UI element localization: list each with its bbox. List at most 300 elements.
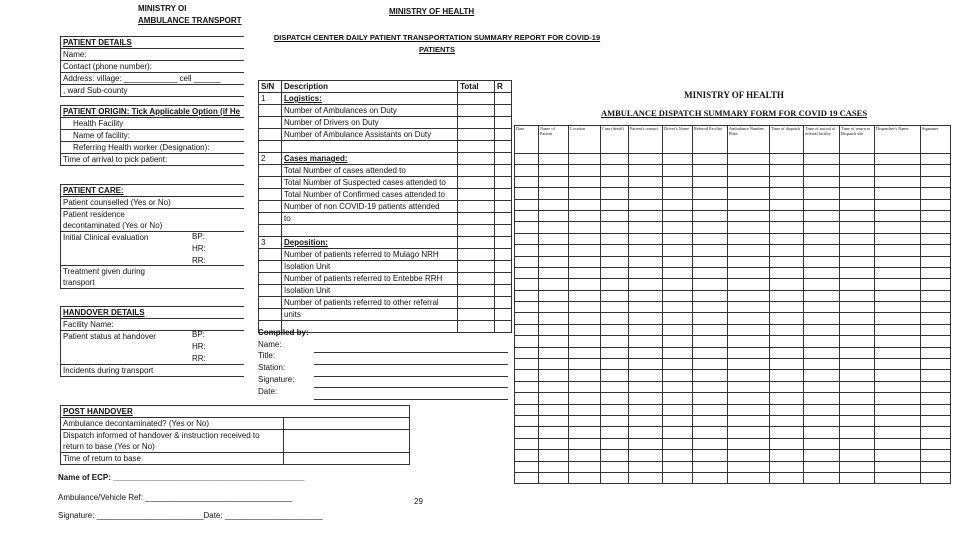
grid-cell[interactable] (875, 336, 921, 347)
grid-cell[interactable] (515, 210, 539, 221)
grid-cell[interactable] (515, 427, 539, 438)
grid-cell[interactable] (663, 256, 693, 267)
grid-cell[interactable] (569, 245, 601, 256)
grid-cell[interactable] (728, 381, 770, 392)
grid-cell[interactable] (601, 222, 629, 233)
grid-cell[interactable] (875, 461, 921, 472)
grid-cell[interactable] (840, 359, 875, 370)
grid-cell[interactable] (840, 347, 875, 358)
grid-cell[interactable] (629, 199, 663, 210)
grid-cell[interactable] (875, 245, 921, 256)
grid-cell[interactable] (921, 450, 951, 461)
grid-cell[interactable] (569, 370, 601, 381)
grid-cell[interactable] (539, 199, 569, 210)
grid-cell[interactable] (693, 233, 728, 244)
grid-cell[interactable] (693, 176, 728, 187)
grid-cell[interactable] (601, 154, 629, 165)
grid-cell[interactable] (728, 438, 770, 449)
grid-cell[interactable] (921, 290, 951, 301)
grid-cell[interactable] (601, 461, 629, 472)
grid-cell[interactable] (693, 313, 728, 324)
grid-cell[interactable] (804, 472, 840, 483)
grid-cell[interactable] (663, 233, 693, 244)
grid-cell[interactable] (569, 267, 601, 278)
grid-cell[interactable] (770, 313, 804, 324)
grid-cell[interactable] (601, 188, 629, 199)
grid-cell[interactable] (629, 381, 663, 392)
grid-cell[interactable] (770, 233, 804, 244)
grid-cell[interactable] (663, 427, 693, 438)
grid-cell[interactable] (569, 188, 601, 199)
grid-cell[interactable] (840, 370, 875, 381)
grid-cell[interactable] (693, 290, 728, 301)
grid-cell[interactable] (515, 245, 539, 256)
grid-cell[interactable] (770, 381, 804, 392)
grid-cell[interactable] (539, 347, 569, 358)
grid-cell[interactable] (804, 222, 840, 233)
grid-cell[interactable] (804, 210, 840, 221)
grid-cell[interactable] (515, 176, 539, 187)
grid-cell[interactable] (840, 188, 875, 199)
grid-cell[interactable] (693, 359, 728, 370)
grid-cell[interactable] (921, 210, 951, 221)
grid-cell[interactable] (728, 165, 770, 176)
grid-cell[interactable] (728, 347, 770, 358)
grid-cell[interactable] (693, 461, 728, 472)
grid-cell[interactable] (804, 347, 840, 358)
grid-cell[interactable] (629, 165, 663, 176)
grid-cell[interactable] (515, 393, 539, 404)
grid-cell[interactable] (804, 404, 840, 415)
grid-cell[interactable] (663, 279, 693, 290)
grid-cell[interactable] (804, 359, 840, 370)
grid-cell[interactable] (629, 461, 663, 472)
grid-cell[interactable] (840, 472, 875, 483)
grid-cell[interactable] (804, 302, 840, 313)
grid-cell[interactable] (569, 302, 601, 313)
grid-cell[interactable] (875, 393, 921, 404)
grid-cell[interactable] (770, 427, 804, 438)
grid-cell[interactable] (921, 302, 951, 313)
grid-cell[interactable] (601, 176, 629, 187)
grid-cell[interactable] (515, 279, 539, 290)
grid-cell[interactable] (840, 324, 875, 335)
grid-cell[interactable] (539, 233, 569, 244)
grid-cell[interactable] (515, 415, 539, 426)
grid-cell[interactable] (921, 165, 951, 176)
grid-cell[interactable] (921, 199, 951, 210)
grid-cell[interactable] (539, 336, 569, 347)
grid-cell[interactable] (875, 324, 921, 335)
grid-cell[interactable] (770, 188, 804, 199)
grid-cell[interactable] (770, 199, 804, 210)
grid-cell[interactable] (539, 461, 569, 472)
grid-cell[interactable] (728, 359, 770, 370)
grid-cell[interactable] (921, 370, 951, 381)
grid-cell[interactable] (728, 233, 770, 244)
grid-cell[interactable] (569, 290, 601, 301)
grid-cell[interactable] (770, 245, 804, 256)
grid-cell[interactable] (840, 302, 875, 313)
grid-cell[interactable] (693, 279, 728, 290)
grid-cell[interactable] (921, 427, 951, 438)
grid-cell[interactable] (875, 415, 921, 426)
grid-cell[interactable] (629, 336, 663, 347)
grid-cell[interactable] (629, 245, 663, 256)
grid-cell[interactable] (840, 313, 875, 324)
grid-cell[interactable] (875, 427, 921, 438)
grid-cell[interactable] (804, 427, 840, 438)
grid-cell[interactable] (921, 154, 951, 165)
grid-cell[interactable] (770, 279, 804, 290)
grid-cell[interactable] (515, 461, 539, 472)
grid-cell[interactable] (875, 404, 921, 415)
grid-cell[interactable] (539, 256, 569, 267)
grid-cell[interactable] (875, 313, 921, 324)
grid-cell[interactable] (629, 313, 663, 324)
grid-cell[interactable] (663, 324, 693, 335)
grid-cell[interactable] (693, 245, 728, 256)
grid-cell[interactable] (539, 415, 569, 426)
grid-cell[interactable] (921, 415, 951, 426)
grid-cell[interactable] (663, 290, 693, 301)
grid-cell[interactable] (804, 415, 840, 426)
grid-cell[interactable] (663, 176, 693, 187)
grid-cell[interactable] (875, 290, 921, 301)
grid-cell[interactable] (629, 233, 663, 244)
grid-cell[interactable] (804, 154, 840, 165)
grid-cell[interactable] (663, 461, 693, 472)
grid-cell[interactable] (693, 267, 728, 278)
grid-cell[interactable] (539, 290, 569, 301)
grid-cell[interactable] (804, 245, 840, 256)
grid-cell[interactable] (629, 393, 663, 404)
grid-cell[interactable] (804, 165, 840, 176)
grid-cell[interactable] (921, 256, 951, 267)
grid-cell[interactable] (601, 347, 629, 358)
grid-cell[interactable] (569, 427, 601, 438)
grid-cell[interactable] (804, 393, 840, 404)
grid-cell[interactable] (770, 290, 804, 301)
grid-cell[interactable] (539, 359, 569, 370)
grid-cell[interactable] (569, 404, 601, 415)
grid-cell[interactable] (840, 404, 875, 415)
grid-cell[interactable] (569, 256, 601, 267)
grid-cell[interactable] (921, 381, 951, 392)
grid-cell[interactable] (921, 461, 951, 472)
grid-cell[interactable] (569, 210, 601, 221)
grid-cell[interactable] (601, 370, 629, 381)
grid-cell[interactable] (515, 450, 539, 461)
grid-cell[interactable] (539, 154, 569, 165)
grid-cell[interactable] (875, 472, 921, 483)
grid-cell[interactable] (515, 154, 539, 165)
grid-cell[interactable] (601, 233, 629, 244)
grid-cell[interactable] (728, 313, 770, 324)
grid-cell[interactable] (693, 347, 728, 358)
grid-cell[interactable] (693, 165, 728, 176)
grid-cell[interactable] (770, 165, 804, 176)
grid-cell[interactable] (515, 188, 539, 199)
grid-cell[interactable] (629, 472, 663, 483)
grid-cell[interactable] (770, 370, 804, 381)
grid-cell[interactable] (569, 393, 601, 404)
grid-cell[interactable] (601, 472, 629, 483)
grid-cell[interactable] (515, 404, 539, 415)
grid-cell[interactable] (875, 233, 921, 244)
grid-cell[interactable] (804, 438, 840, 449)
grid-cell[interactable] (921, 313, 951, 324)
grid-cell[interactable] (770, 404, 804, 415)
grid-cell[interactable] (693, 222, 728, 233)
grid-cell[interactable] (693, 438, 728, 449)
grid-cell[interactable] (728, 199, 770, 210)
grid-cell[interactable] (663, 347, 693, 358)
grid-cell[interactable] (728, 404, 770, 415)
grid-cell[interactable] (663, 404, 693, 415)
grid-cell[interactable] (804, 336, 840, 347)
grid-cell[interactable] (770, 438, 804, 449)
grid-cell[interactable] (515, 381, 539, 392)
grid-cell[interactable] (770, 347, 804, 358)
grid-cell[interactable] (840, 450, 875, 461)
grid-cell[interactable] (770, 472, 804, 483)
grid-cell[interactable] (601, 267, 629, 278)
grid-cell[interactable] (515, 347, 539, 358)
grid-cell[interactable] (663, 336, 693, 347)
grid-cell[interactable] (770, 461, 804, 472)
grid-cell[interactable] (804, 313, 840, 324)
grid-cell[interactable] (693, 415, 728, 426)
grid-cell[interactable] (569, 199, 601, 210)
grid-cell[interactable] (539, 393, 569, 404)
grid-cell[interactable] (728, 245, 770, 256)
grid-cell[interactable] (539, 427, 569, 438)
grid-cell[interactable] (728, 256, 770, 267)
grid-cell[interactable] (875, 450, 921, 461)
grid-cell[interactable] (663, 359, 693, 370)
grid-cell[interactable] (515, 359, 539, 370)
grid-cell[interactable] (515, 438, 539, 449)
grid-cell[interactable] (663, 165, 693, 176)
grid-cell[interactable] (539, 165, 569, 176)
grid-cell[interactable] (629, 290, 663, 301)
grid-cell[interactable] (569, 381, 601, 392)
grid-cell[interactable] (728, 450, 770, 461)
grid-cell[interactable] (629, 222, 663, 233)
grid-cell[interactable] (875, 199, 921, 210)
grid-cell[interactable] (840, 165, 875, 176)
grid-cell[interactable] (728, 267, 770, 278)
grid-cell[interactable] (601, 427, 629, 438)
grid-cell[interactable] (921, 393, 951, 404)
grid-cell[interactable] (629, 347, 663, 358)
grid-cell[interactable] (539, 279, 569, 290)
grid-cell[interactable] (569, 165, 601, 176)
grid-cell[interactable] (921, 176, 951, 187)
grid-cell[interactable] (875, 347, 921, 358)
grid-cell[interactable] (840, 336, 875, 347)
grid-cell[interactable] (663, 210, 693, 221)
grid-cell[interactable] (770, 302, 804, 313)
grid-cell[interactable] (840, 290, 875, 301)
grid-cell[interactable] (663, 450, 693, 461)
grid-cell[interactable] (663, 267, 693, 278)
grid-cell[interactable] (921, 336, 951, 347)
grid-cell[interactable] (539, 210, 569, 221)
grid-cell[interactable] (601, 302, 629, 313)
grid-cell[interactable] (569, 336, 601, 347)
grid-cell[interactable] (693, 393, 728, 404)
grid-cell[interactable] (569, 313, 601, 324)
grid-cell[interactable] (728, 370, 770, 381)
grid-cell[interactable] (601, 415, 629, 426)
grid-cell[interactable] (875, 256, 921, 267)
grid-cell[interactable] (601, 165, 629, 176)
grid-cell[interactable] (693, 427, 728, 438)
grid-cell[interactable] (569, 222, 601, 233)
grid-cell[interactable] (693, 256, 728, 267)
grid-cell[interactable] (629, 176, 663, 187)
grid-cell[interactable] (515, 302, 539, 313)
grid-cell[interactable] (629, 324, 663, 335)
grid-cell[interactable] (539, 267, 569, 278)
grid-cell[interactable] (601, 438, 629, 449)
grid-cell[interactable] (921, 267, 951, 278)
grid-cell[interactable] (840, 461, 875, 472)
grid-cell[interactable] (770, 393, 804, 404)
grid-cell[interactable] (693, 370, 728, 381)
grid-cell[interactable] (601, 210, 629, 221)
grid-cell[interactable] (804, 461, 840, 472)
grid-cell[interactable] (770, 336, 804, 347)
grid-cell[interactable] (569, 324, 601, 335)
grid-cell[interactable] (921, 279, 951, 290)
grid-cell[interactable] (804, 233, 840, 244)
grid-cell[interactable] (728, 210, 770, 221)
grid-cell[interactable] (569, 461, 601, 472)
grid-cell[interactable] (515, 233, 539, 244)
grid-cell[interactable] (515, 222, 539, 233)
grid-cell[interactable] (770, 176, 804, 187)
grid-cell[interactable] (875, 210, 921, 221)
grid-cell[interactable] (728, 427, 770, 438)
grid-cell[interactable] (693, 404, 728, 415)
grid-cell[interactable] (515, 313, 539, 324)
grid-cell[interactable] (539, 404, 569, 415)
grid-cell[interactable] (875, 176, 921, 187)
grid-cell[interactable] (921, 245, 951, 256)
grid-cell[interactable] (770, 359, 804, 370)
grid-cell[interactable] (601, 324, 629, 335)
grid-cell[interactable] (728, 188, 770, 199)
grid-cell[interactable] (663, 438, 693, 449)
grid-cell[interactable] (921, 438, 951, 449)
grid-cell[interactable] (663, 393, 693, 404)
grid-cell[interactable] (728, 393, 770, 404)
grid-cell[interactable] (693, 324, 728, 335)
grid-cell[interactable] (728, 154, 770, 165)
grid-cell[interactable] (804, 290, 840, 301)
grid-cell[interactable] (770, 450, 804, 461)
grid-cell[interactable] (629, 154, 663, 165)
grid-cell[interactable] (629, 302, 663, 313)
grid-cell[interactable] (840, 393, 875, 404)
grid-cell[interactable] (770, 267, 804, 278)
grid-cell[interactable] (840, 210, 875, 221)
grid-cell[interactable] (840, 245, 875, 256)
grid-cell[interactable] (921, 188, 951, 199)
grid-cell[interactable] (629, 359, 663, 370)
grid-cell[interactable] (539, 438, 569, 449)
grid-cell[interactable] (804, 450, 840, 461)
grid-cell[interactable] (875, 438, 921, 449)
grid-cell[interactable] (840, 176, 875, 187)
grid-cell[interactable] (569, 347, 601, 358)
grid-cell[interactable] (601, 393, 629, 404)
grid-cell[interactable] (875, 302, 921, 313)
grid-cell[interactable] (693, 450, 728, 461)
grid-cell[interactable] (515, 165, 539, 176)
grid-cell[interactable] (804, 188, 840, 199)
grid-cell[interactable] (539, 302, 569, 313)
grid-cell[interactable] (569, 450, 601, 461)
grid-cell[interactable] (804, 199, 840, 210)
grid-cell[interactable] (804, 267, 840, 278)
grid-cell[interactable] (840, 438, 875, 449)
grid-cell[interactable] (693, 381, 728, 392)
grid-cell[interactable] (601, 404, 629, 415)
grid-cell[interactable] (840, 267, 875, 278)
grid-cell[interactable] (875, 165, 921, 176)
grid-cell[interactable] (663, 313, 693, 324)
grid-cell[interactable] (629, 256, 663, 267)
grid-cell[interactable] (693, 210, 728, 221)
grid-cell[interactable] (770, 415, 804, 426)
grid-cell[interactable] (693, 154, 728, 165)
grid-cell[interactable] (840, 415, 875, 426)
grid-cell[interactable] (629, 267, 663, 278)
grid-cell[interactable] (693, 336, 728, 347)
grid-cell[interactable] (770, 222, 804, 233)
grid-cell[interactable] (629, 450, 663, 461)
grid-cell[interactable] (601, 199, 629, 210)
grid-cell[interactable] (804, 279, 840, 290)
grid-cell[interactable] (539, 472, 569, 483)
grid-cell[interactable] (539, 370, 569, 381)
grid-cell[interactable] (629, 404, 663, 415)
grid-cell[interactable] (693, 302, 728, 313)
grid-cell[interactable] (569, 279, 601, 290)
grid-cell[interactable] (728, 176, 770, 187)
grid-cell[interactable] (629, 370, 663, 381)
grid-cell[interactable] (804, 324, 840, 335)
grid-cell[interactable] (601, 313, 629, 324)
grid-cell[interactable] (539, 381, 569, 392)
grid-cell[interactable] (629, 427, 663, 438)
grid-cell[interactable] (875, 359, 921, 370)
grid-cell[interactable] (804, 381, 840, 392)
grid-cell[interactable] (629, 188, 663, 199)
grid-cell[interactable] (875, 222, 921, 233)
grid-cell[interactable] (629, 415, 663, 426)
grid-cell[interactable] (875, 381, 921, 392)
grid-cell[interactable] (693, 188, 728, 199)
grid-cell[interactable] (804, 176, 840, 187)
grid-cell[interactable] (515, 336, 539, 347)
grid-cell[interactable] (728, 472, 770, 483)
grid-cell[interactable] (569, 472, 601, 483)
